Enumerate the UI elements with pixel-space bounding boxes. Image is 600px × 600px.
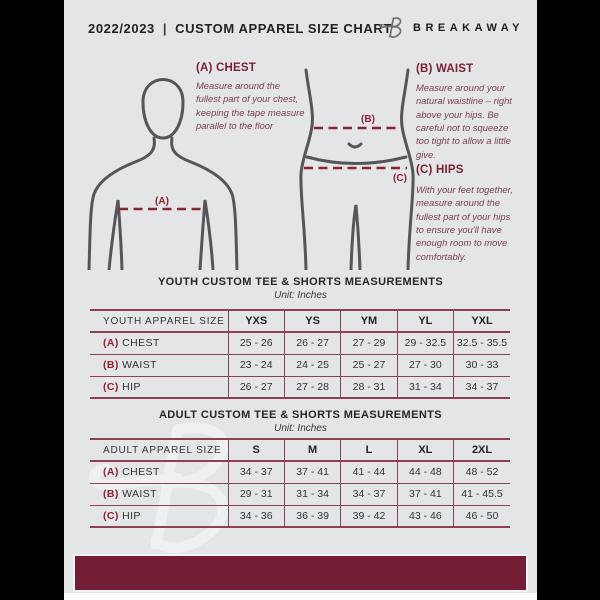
cell: 46 - 50 <box>454 505 510 527</box>
chest-instructions: Measure around the fullest part of your chest, keeping the tape measure parallel to the floor <box>196 80 305 132</box>
adult-table-unit: Unit: Inches <box>274 423 327 434</box>
cell: 27 - 30 <box>397 354 453 376</box>
table-row <box>90 483 510 505</box>
row-prefix: (B) <box>103 488 119 500</box>
cell: 44 - 48 <box>397 461 453 483</box>
table-row <box>90 461 510 483</box>
cell: 23 - 24 <box>228 354 284 376</box>
cell: 30 - 33 <box>454 354 510 376</box>
cell: 36 - 39 <box>284 505 340 527</box>
row-prefix: (A) <box>103 337 119 350</box>
youth-table-title: YOUTH CUSTOM TEE & SHORTS MEASUREMENTS <box>157 276 444 288</box>
adult-size-label: ADULT APPAREL SIZE <box>90 439 228 461</box>
cell: 25 - 27 <box>341 354 397 376</box>
row-prefix: (A) <box>103 466 119 479</box>
row-label <box>90 483 228 505</box>
waist-hip-measurement-diagram <box>298 58 418 270</box>
hip-line-label: (C) <box>393 173 407 184</box>
chest-line-label: (A) <box>155 196 169 207</box>
cell: 29 - 31 <box>228 483 284 505</box>
row-name: WAIST <box>122 488 157 500</box>
column-header: L <box>341 439 397 461</box>
row-name: CHEST <box>122 466 160 479</box>
adult-size-table <box>90 438 510 528</box>
waist-line-label: (B) <box>361 114 375 125</box>
row-name: CHEST <box>122 337 160 350</box>
cell: 34 - 37 <box>341 483 397 505</box>
footer-accent-bar <box>73 554 528 592</box>
size-chart-page <box>64 0 537 600</box>
cell: 25 - 26 <box>228 332 284 354</box>
row-prefix: (C) <box>103 380 119 393</box>
waist-instructions: Measure around your natural waistline – right above your hips. Be careful not to squeeze too tight to allow a little give. <box>416 82 512 160</box>
table-header-row <box>90 310 510 332</box>
cell: 31 - 34 <box>284 483 340 505</box>
cell: 26 - 27 <box>228 376 284 398</box>
cell: 34 - 37 <box>454 376 510 398</box>
cell: 31 - 34 <box>397 376 453 398</box>
cell: 37 - 41 <box>284 461 340 483</box>
column-header: YXL <box>454 310 510 332</box>
table-row <box>90 505 510 527</box>
youth-size-label: YOUTH APPAREL SIZE <box>90 310 228 332</box>
youth-table-unit: Unit: Inches <box>274 290 327 301</box>
cell: 29 - 32.5 <box>397 332 453 354</box>
cell: 32.5 - 35.5 <box>454 332 510 354</box>
cell: 24 - 25 <box>284 354 340 376</box>
row-label <box>90 332 228 354</box>
cell: 41 - 45.5 <box>454 483 510 505</box>
column-header: M <box>284 439 340 461</box>
column-header: S <box>228 439 284 461</box>
column-header: YS <box>284 310 340 332</box>
bottom-white-strip <box>64 593 537 600</box>
table-header-row <box>90 439 510 461</box>
row-label <box>90 376 228 398</box>
cell: 26 - 27 <box>284 332 340 354</box>
cell: 39 - 42 <box>341 505 397 527</box>
brand-name: BREAKAWAY <box>413 21 524 34</box>
row-name: HIP <box>122 380 141 393</box>
table-row <box>90 354 510 376</box>
hips-heading: (C) HIPS <box>416 164 464 176</box>
table-row <box>90 332 510 354</box>
table-row <box>90 376 510 398</box>
document-title <box>88 21 392 36</box>
row-name: WAIST <box>122 359 157 371</box>
brand-lockup <box>378 15 524 40</box>
cell: 34 - 36 <box>228 505 284 527</box>
row-name: HIP <box>122 509 141 522</box>
hips-instructions: With your feet together, measure around the fullest part of your hips to ensure you'll have enough room to move comfortably. <box>416 184 513 262</box>
cell: 37 - 41 <box>397 483 453 505</box>
column-header: YL <box>397 310 453 332</box>
row-prefix: (B) <box>103 359 119 371</box>
column-header: 2XL <box>454 439 510 461</box>
adult-table-title: ADULT CUSTOM TEE & SHORTS MEASUREMENTS <box>158 409 443 421</box>
waist-heading: (B) WAIST <box>416 63 474 75</box>
breakaway-logo-icon <box>378 15 406 40</box>
chest-heading: (A) CHEST <box>196 62 256 74</box>
cell: 27 - 28 <box>284 376 340 398</box>
cell: 34 - 37 <box>228 461 284 483</box>
column-header: XL <box>397 439 453 461</box>
column-header: YXS <box>228 310 284 332</box>
row-prefix: (C) <box>103 509 119 522</box>
cell: 43 - 46 <box>397 505 453 527</box>
title-year: 2022/2023 <box>88 21 155 36</box>
row-label <box>90 461 228 483</box>
youth-size-table <box>90 309 510 399</box>
row-label <box>90 354 228 376</box>
row-label <box>90 505 228 527</box>
column-header: YM <box>341 310 397 332</box>
cell: 28 - 31 <box>341 376 397 398</box>
cell: 48 - 52 <box>454 461 510 483</box>
title-text: CUSTOM APPAREL SIZE CHART <box>175 21 392 36</box>
cell: 27 - 29 <box>341 332 397 354</box>
title-separator: | <box>162 21 168 36</box>
cell: 41 - 44 <box>341 461 397 483</box>
